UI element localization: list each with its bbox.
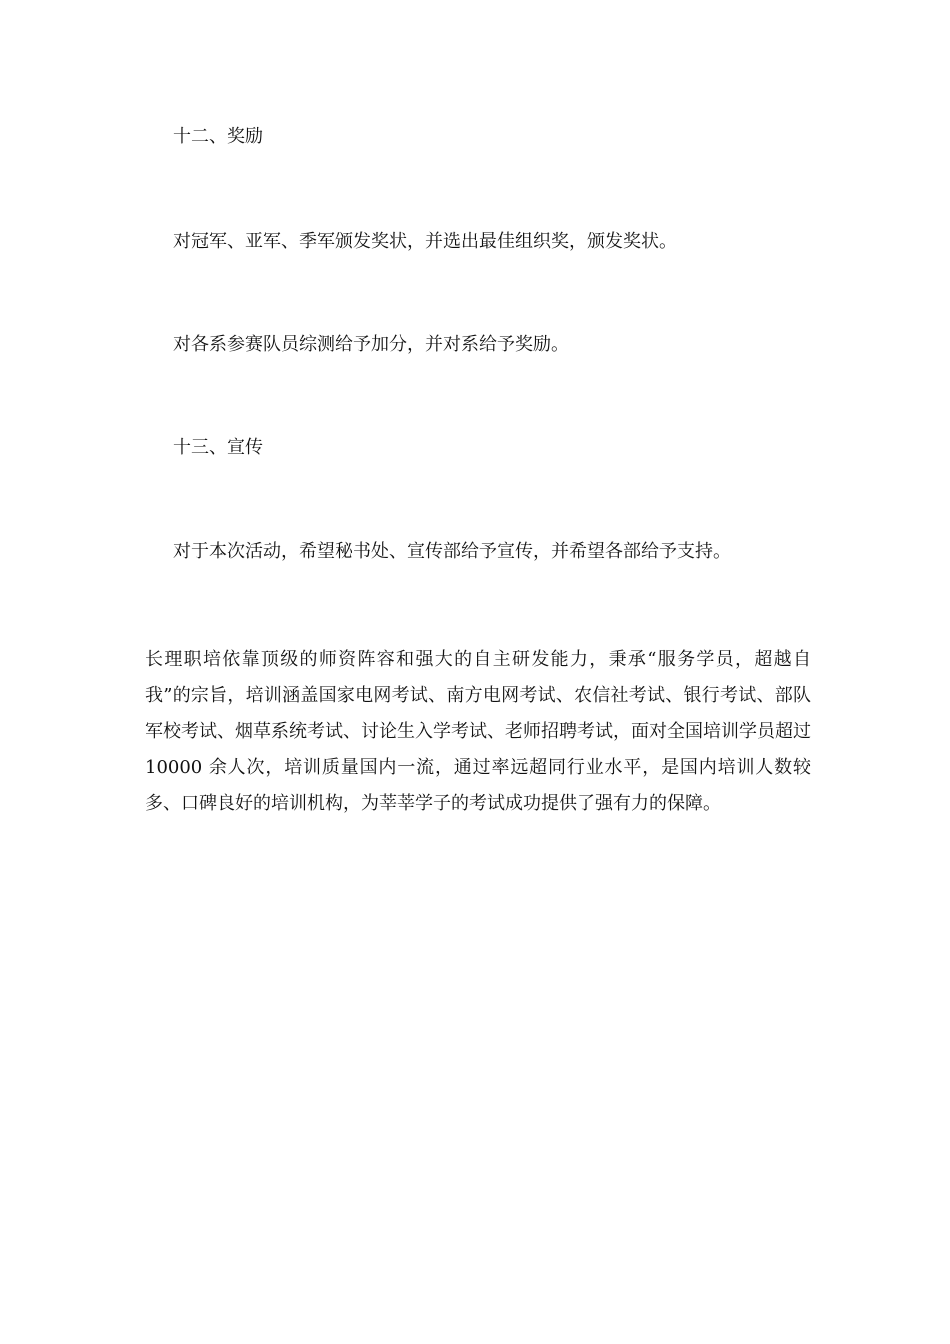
- section-12-heading: 十二、奖励: [173, 126, 263, 147]
- section-12-paragraph-2: 对各系参赛队员综测给予加分，并对系给予奖励。: [173, 334, 569, 355]
- section-12-paragraph-1: 对冠军、亚军、季军颁发奖状，并选出最佳组织奖，颁发奖状。: [173, 231, 677, 252]
- section-13-paragraph-1: 对于本次活动，希望秘书处、宣传部给予宣传，并希望各部给予支持。: [173, 541, 731, 562]
- promo-paragraph: 长理职培依靠顶级的师资阵容和强大的自主研发能力，秉承“服务学员，超越自我”的宗旨，培训涵盖国家电网考试、南方电网考试、农信社考试、银行考试、部队军校考试、烟草系统考试、讨论生入学考试、老师招聘考试，面对全国培训学员超过 10000 余人次，培训质量国内一流，通过率远超同行业水平，是国内培训人数较多、口碑良好的培训机构，为莘莘学子的考试成功提供了强有力的保障。: [145, 649, 811, 814]
- section-13-heading: 十三、宣传: [173, 437, 263, 458]
